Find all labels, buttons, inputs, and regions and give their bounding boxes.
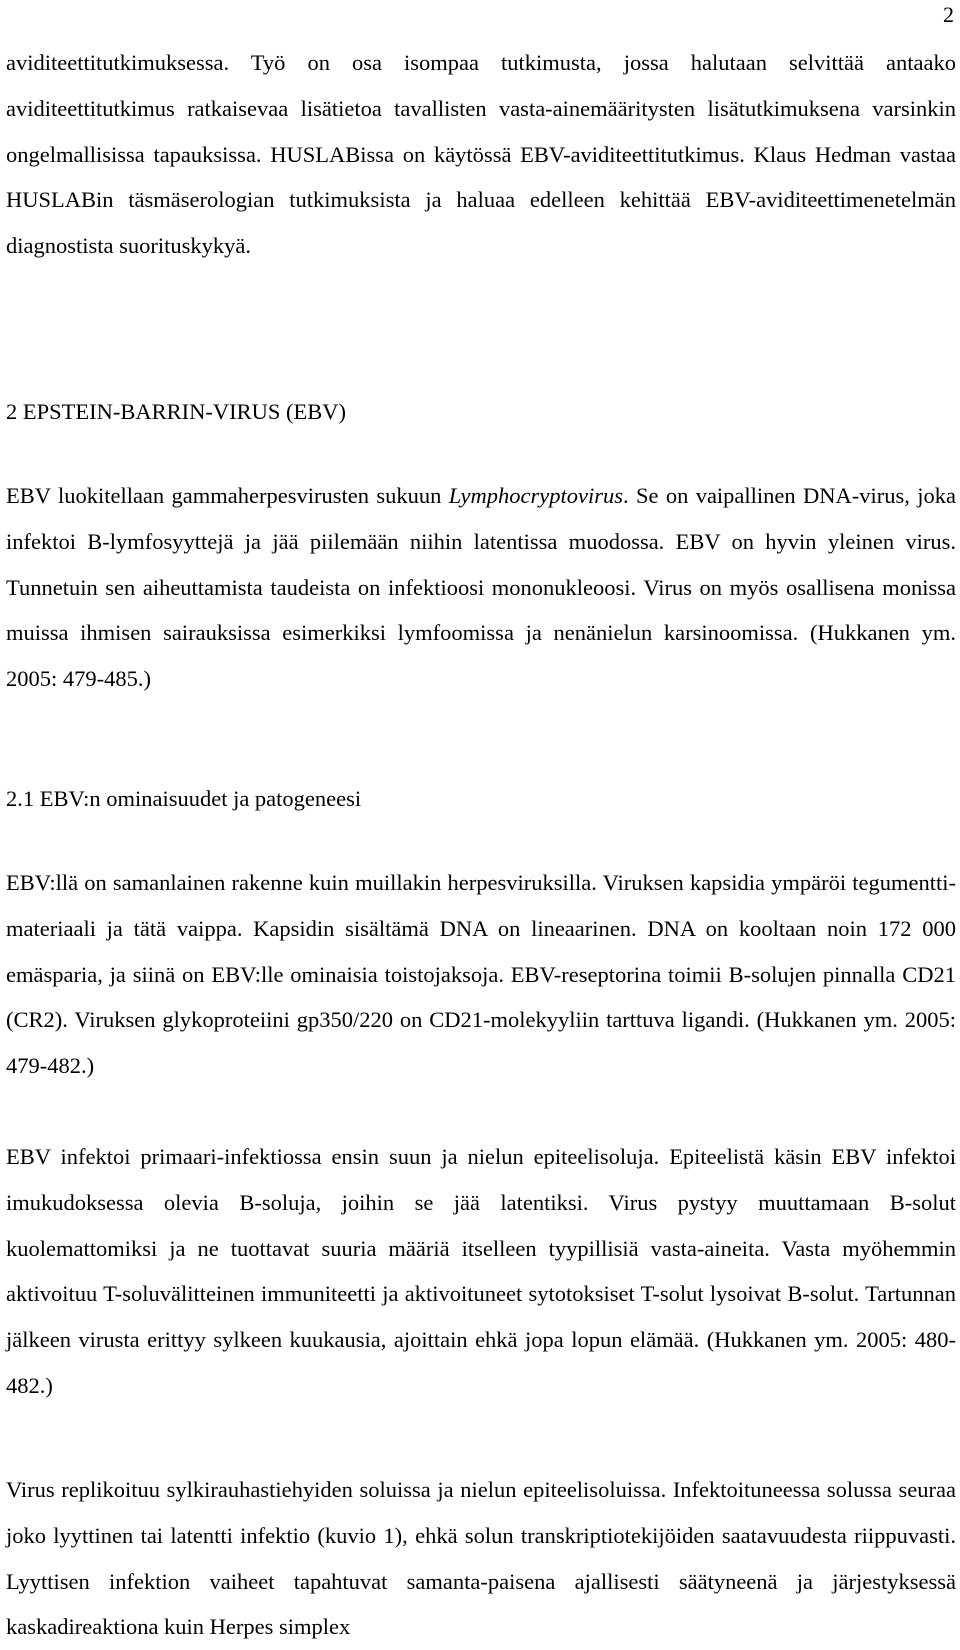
intro-paragraph: aviditeettitutkimuksessa. Työ on osa isompaa tutkimusta, jossa halutaan selvittää antaako aviditeettitutkimus ratkaisevaa lisätietoa tavallisten vasta-ainemääritysten lisätutkimuksena varsinkin ongelmallisissa tapauksissa. HUSLABissa on käytössä EBV-aviditeettitutkimus. Klaus Hedman vastaa HUSLABin täsmäserologian tutkimuksista ja haluaa edelleen kehittää EBV-aviditeettimenetelmän diagnostista suorituskykyä. [6,50,956,259]
ebv-structure-paragraph: EBV:llä on samanlainen rakenne kuin muillakin herpesviruksilla. Viruksen kapsidia ympäröi tegumentti-materiaali ja tätä vaippa. Kapsidin sisältämä DNA on lineaarinen. DNA on kooltaan noin 172 000 emäsparia, ja siinä on EBV:lle ominaisia toistojaksoja. EBV-reseptorina toimii B-solujen pinnalla CD21 (CR2). Viruksen glykoproteiini gp350/220 on CD21-molekyyliin tarttuva ligandi. (Hukkanen ym. 2005: 479-482.) [6,870,956,1079]
ebv-infection-paragraph-block [6,1134,956,1409]
ebv-classification-paragraph-block [6,473,956,702]
ebv-replication-paragraph-block [6,1467,956,1650]
intro-paragraph-block [6,40,956,269]
section-heading-epstein-barr-virus: 2 EPSTEIN-BARRIN-VIRUS (EBV) [6,399,346,424]
paragraph-text: . Se on vaipallinen DNA-virus, joka infektoi B-lymfosyyttejä ja jää piilemään niihin latentissa muodossa. EBV on hyvin yleinen virus. Tunnetuin sen aiheuttamista taudeista on infektioosi mononukleoosi. Virus on myös osallisena monissa muissa ihmisen sairauksissa esimerkiksi lymfoomissa ja nenänielun karsinoomissa. (Hukkanen ym. 2005: 479-485.) [6,483,956,692]
paragraph-text: EBV luokitellaan gammaherpesvirusten sukuun [6,483,449,508]
ebv-infection-paragraph: EBV infektoi primaari-infektiossa ensin suun ja nielun epiteelisoluja. Epiteelistä käsin EBV infektoi imukudoksessa olevia B-soluja, joihin se jää latentiksi. Virus pystyy muuttamaan B-solut kuolemattomiksi ja ne tuottavat suuria määriä itselleen tyypillisiä vasta-aineita. Vasta myöhemmin aktivoituu T-soluvälitteinen immuniteetti ja aktivoituneet sytotoksiset T-solut lysoivat B-solut. Tartunnan jälkeen virusta erittyy sylkeen kuukausia, ajoittain ehkä jopa lopun elämää. (Hukkanen ym. 2005: 480-482.) [6,1144,956,1398]
page-number: 2 [943,2,954,27]
ebv-classification-paragraph [6,473,956,702]
subsection-heading-properties-pathogenesis: 2.1 EBV:n ominaisuudet ja patogeneesi [6,786,362,811]
genus-name-italic: Lymphocryptovirus [448,483,623,508]
ebv-replication-paragraph: Virus replikoituu sylkirauhastiehyiden soluissa ja nielun epiteelisoluissa. Infektoituneessa solussa seuraa joko lyyttinen tai latentti infektio (kuvio 1), ehkä solun transkriptiotekijöiden saatavuudesta riippuvasti. Lyyttisen infektion vaiheet tapahtuvat samanta-paisena ajallisesti säätyneenä ja järjestyksessä kaskadireaktiona kuin Herpes simplex [6,1477,956,1640]
ebv-structure-paragraph-block [6,860,956,1089]
